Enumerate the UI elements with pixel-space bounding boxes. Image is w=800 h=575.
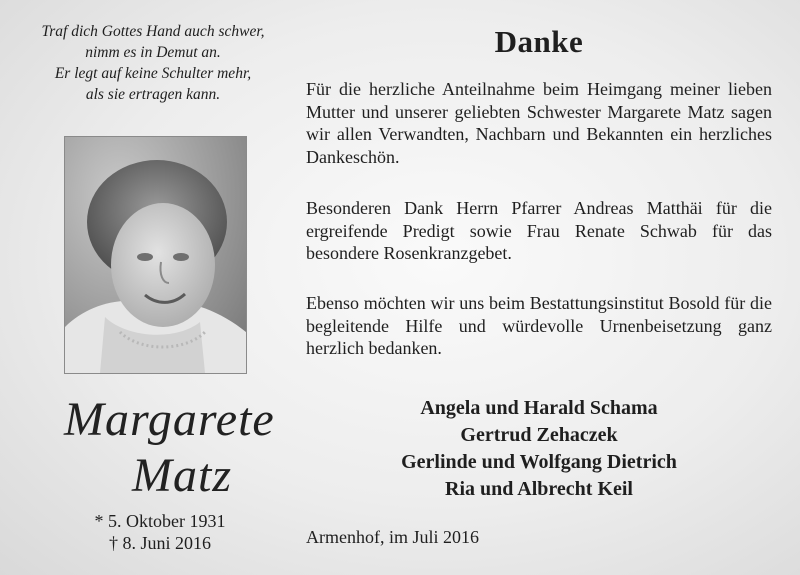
signer: Gerlinde und Wolfgang Dietrich: [401, 451, 677, 473]
verse: [18, 21, 288, 105]
notice-paragraph: Ebenso möchten wir uns beim Bestattungsinstitut Bosold für die begleitende Hilfe und würdevolle Urnenbeisetzung ganz herzlich bedanken.: [306, 293, 772, 358]
verse-line: als sie ertragen kann.: [85, 86, 221, 103]
deceased-last-name: Matz: [132, 449, 232, 502]
portrait-image: [65, 137, 246, 373]
signer: Ria und Albrecht Keil: [445, 478, 633, 500]
deceased-first-name: Margarete: [64, 393, 275, 446]
verse-line: Traf dich Gottes Hand auch schwer,: [41, 23, 265, 40]
place-date: Armenhof, im Juli 2016: [306, 527, 479, 547]
verse-line: Er legt auf keine Schulter mehr,: [54, 65, 252, 82]
death-date: † 8. Juni 2016: [108, 533, 211, 553]
signer: Gertrud Zehaczek: [460, 424, 618, 446]
signer: Angela und Harald Schama: [420, 397, 658, 419]
notice-paragraph: Besonderen Dank Herrn Pfarrer Andreas Matthäi für die ergreifende Predigt sowie Frau Renate Schwab für das besondere Rosenkranzgebet.: [306, 198, 772, 263]
verse-line: nimm es in Demut an.: [85, 44, 221, 61]
birth-date: * 5. Oktober 1931: [94, 511, 226, 531]
signers: [306, 395, 772, 503]
life-dates: [40, 510, 280, 554]
notice-paragraph: Für die herzliche Anteilnahme beim Heimgang meiner lieben Mutter und unserer geliebten Schwester Margarete Matz sagen wir allen Verwandten, Nachbarn und Bekannten ein herzliches Dankeschön.: [306, 79, 772, 167]
notice-title: Danke: [494, 24, 584, 59]
portrait-photo: [64, 136, 247, 374]
